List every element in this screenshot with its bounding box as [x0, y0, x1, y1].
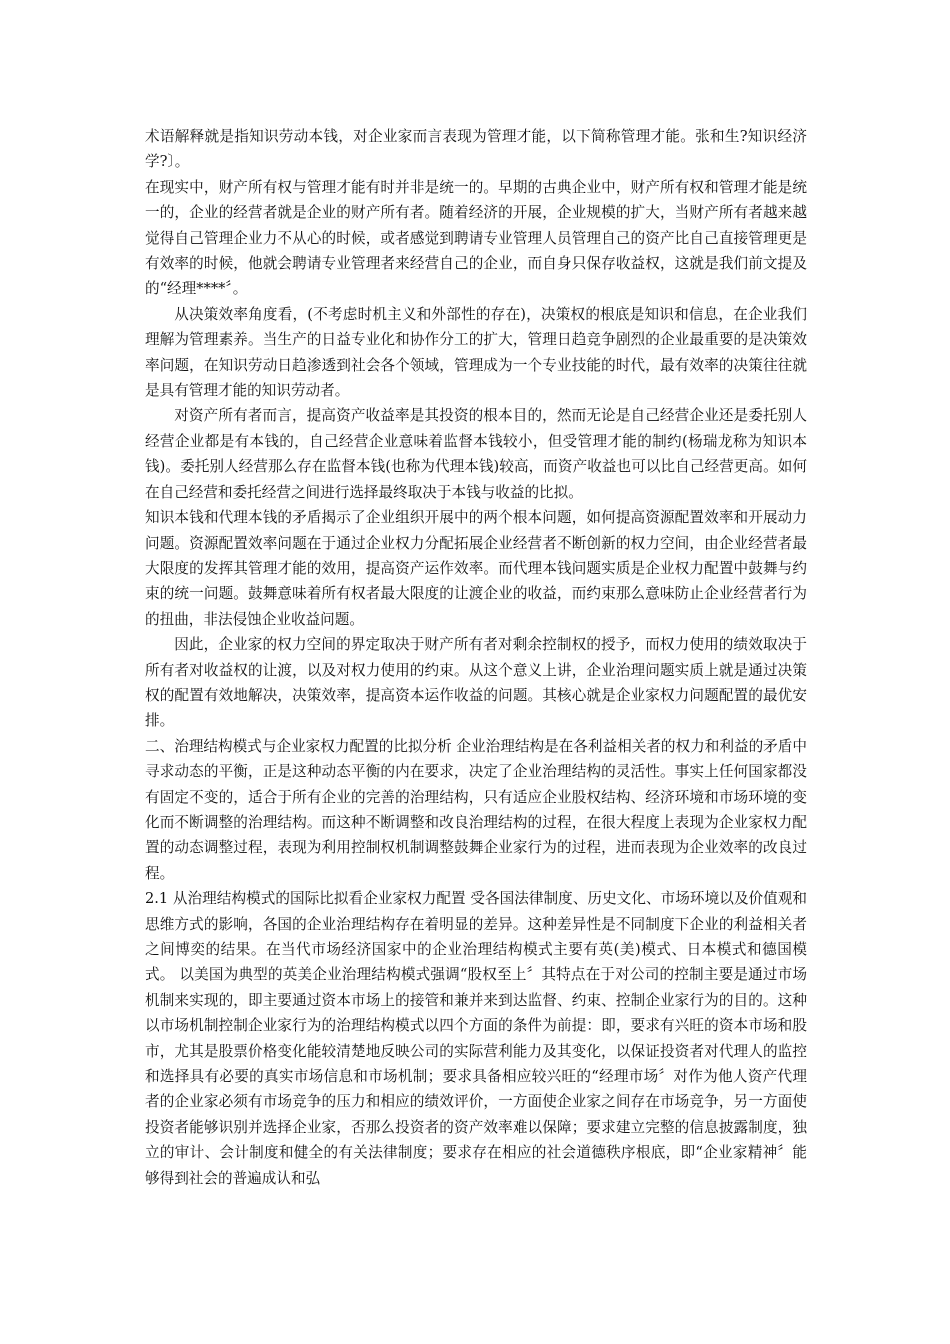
- paragraph-1: 术语解释就是指知识劳动本钱，对企业家而言表现为管理才能，以下简称管理才能。张和生?知识经济学?〕。: [145, 128, 807, 171]
- paragraph-2: 在现实中，财产所有权与管理才能有时并非是统一的。早期的古典企业中，财产所有权和管理才能是统一的，企业的经营者就是企业的财产所有者。随着经济的开展，企业规模的扩大，当财产所有者越来越觉得自己管理企业力不从心的时候，或者感觉到聘请专业管理人员管理自己的资产比自己直接管理更是有效率的时候，他就会聘请专业管理者来经营自己的企业，而自身只保存收益权，这就是我们前文提及的“经理****〞。: [145, 178, 807, 298]
- paragraph-8-subsection: 2.1 从治理结构模式的国际比拟看企业家权力配置 受各国法律制度、历史文化、市场环境以及价值观和思维方式的影响，各国的企业治理结构存在着明显的差异。这种差异性是不同制度下企业的利益相关者之间博奕的结果。在当代市场经济国家中的企业治理结构模式主要有英(美)模式、日本模式和德国模式。 以美国为典型的英美企业治理结构模式强调“股权至上〞其特点在于对公司的控制主要是通过市场机制来实现的，即主要通过资本市场上的接管和兼并来到达监督、约束、控制企业家行为的目的。这种以市场机制控制企业家行为的治理结构模式以四个方面的条件为前提：即，要求有兴旺的资本市场和股市，尤其是股票价格变化能较清楚地反映公司的实际营利能力及其变化，以保证投资者对代理人的监控和选择具有必要的真实市场信息和市场机制；要求具备相应较兴旺的“经理市场〞对作为他人资产代理者的企业家必须有市场竞争的压力和相应的绩效评价，一方面使企业家之间存在市场竞争，另一方面使投资者能够识别并选择企业家，否那么投资者的资产效率难以保障；要求建立完整的信息披露制度，独立的审计、会计制度和健全的有关法律制度；要求存在相应的社会道德秩序根底，即“企业家精神〞能够得到社会的普遍成认和弘: [145, 890, 807, 1187]
- paragraph-7-section-heading: 二、治理结构模式与企业家权力配置的比拟分析 企业治理结构是在各利益相关者的权力和利益的矛盾中寻求动态的平衡，正是这种动态平衡的内在要求，决定了企业治理结构的灵活性。事实上任何国家都没有固定不变的，适合于所有企业的完善的治理结构，只有适应企业股权结构、经济环境和市场环境的变化而不断调整的治理结构。而这种不断调整和改良治理结构的过程，在很大程度上表现为企业家权力配置的动态调整过程，表现为利用控制权机制调整鼓舞企业家行为的过程，进而表现为企业效率的改良过程。: [145, 737, 807, 882]
- paragraph-5: 知识本钱和代理本钱的矛盾揭示了企业组织开展中的两个根本问题，如何提高资源配置效率和开展动力问题。资源配置效率问题在于通过企业权力分配拓展企业经营者不断创新的权力空间，由企业经营者最大限度的发挥其管理才能的效用，提高资产运作效率。而代理本钱问题实质是企业权力配置中鼓舞与约束的统一问题。鼓舞意味着所有权者最大限度的让渡企业的收益，而约束那么意味防止企业经营者行为的扭曲，非法侵蚀企业收益问题。: [145, 509, 807, 628]
- document-body: [145, 124, 807, 1191]
- paragraph-3: 从决策效率角度看，(不考虑时机主义和外部性的存在)，决策权的根底是知识和信息，在企业我们理解为管理素养。当生产的日益专业化和协作分工的扩大，管理日趋竞争剧烈的企业最重要的是决策效率问题，在知识劳动日趋渗透到社会各个领域，管理成为一个专业技能的时代，最有效率的决策往往就是具有管理才能的知识劳动者。: [145, 305, 807, 400]
- paragraph-4: 对资产所有者而言，提高资产收益率是其投资的根本目的，然而无论是自己经营企业还是委托别人经营企业都是有本钱的，自己经营企业意味着监督本钱较小，但受管理才能的制约(杨瑞龙称为知识本钱)。委托别人经营那么存在监督本钱(也称为代理本钱)较高，而资产收益也可以比自己经营更高。如何在自己经营和委托经营之间进行选择最终取决于本钱与收益的比拟。: [145, 407, 807, 501]
- paragraph-6: 因此，企业家的权力空间的界定取决于财产所有者对剩余控制权的授予，而权力使用的绩效取决于所有者对收益权的让渡，以及对权力使用的约束。从这个意义上讲，企业治理问题实质上就是通过决策权的配置有效地解决，决策效率，提高资本运作收益的问题。其核心就是企业家权力问题配置的最优安排。: [145, 636, 807, 730]
